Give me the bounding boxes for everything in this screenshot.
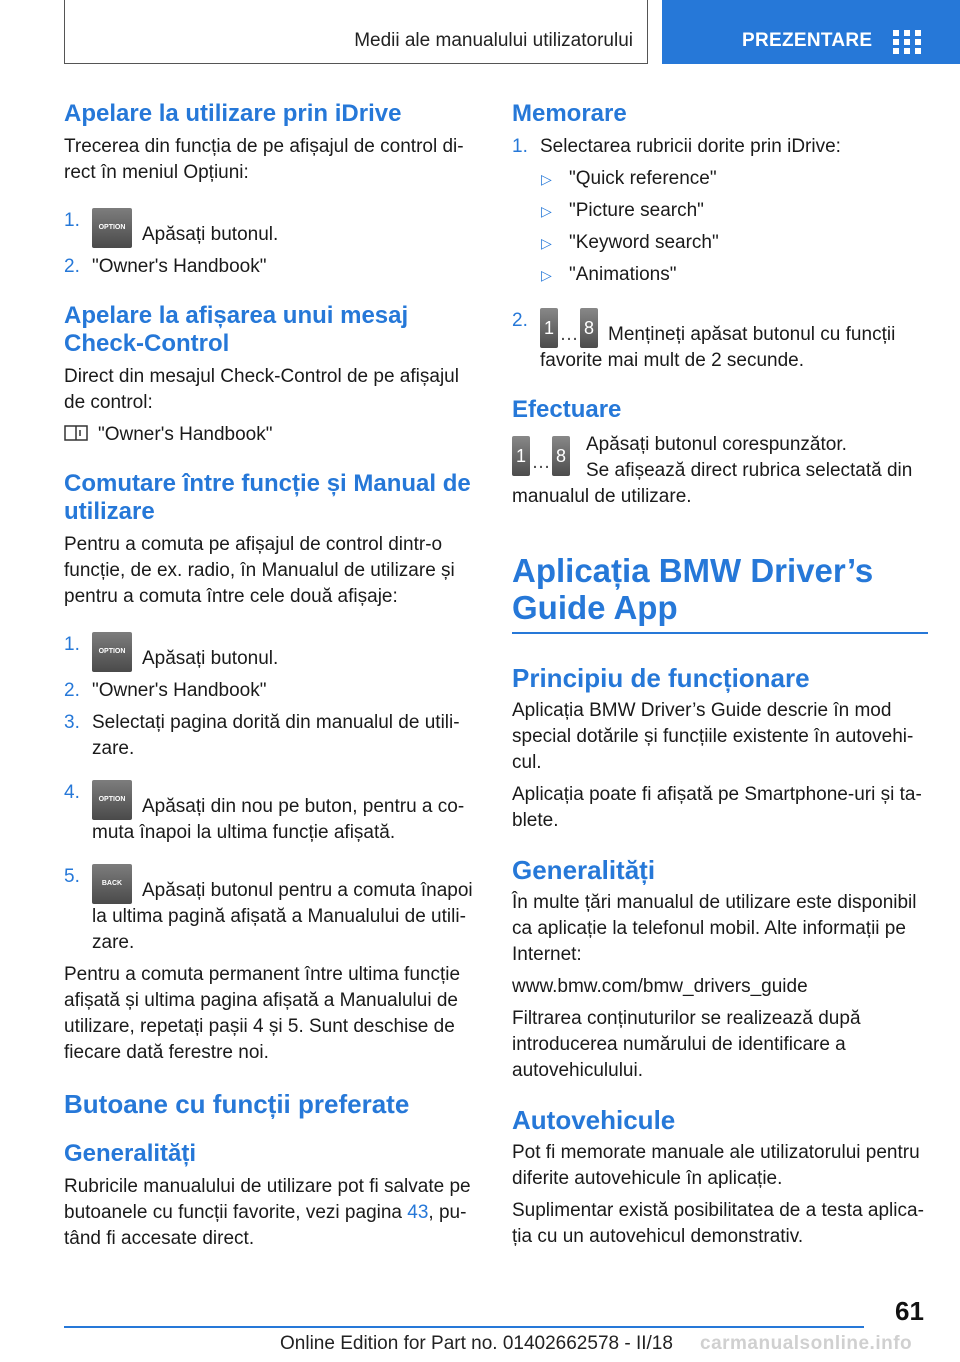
heading-switch: Comutare între funcție și Manual de utilizare [64, 470, 471, 525]
step-number: 1. [512, 136, 528, 157]
back-button-icon: BACK [92, 864, 132, 904]
step-number: 2. [64, 680, 80, 701]
heading-execute: Efectuare [512, 396, 622, 423]
bullet-item [512, 166, 928, 192]
heading-general-2: Generalități [512, 855, 656, 885]
list-item [512, 134, 928, 160]
text: Rubricile manualului de utilizare pot fi salvate pe butoanele cu funcții favorite, vezi pagina [64, 1176, 471, 1223]
step-number: 1. [64, 634, 80, 655]
step-text: Apăsați din nou pe buton, pentru a comuta înapoi la ultima funcție afișată. [92, 796, 465, 843]
section-rule [512, 632, 928, 634]
heading-app: Aplicația BMW Driver’s Guide App [512, 552, 874, 626]
paragraph: Direct din mesajul Check-Control de pe afișajul de control: [64, 366, 459, 413]
step-number: 1. [64, 210, 80, 231]
paragraph [64, 1174, 479, 1252]
ellipsis: … [559, 324, 579, 345]
option-button-icon: OPTION [92, 780, 132, 820]
list-item [64, 208, 479, 248]
option-button-icon: OPTION [92, 208, 132, 248]
footer-rule [64, 1326, 864, 1328]
header-section-tab[interactable] [662, 0, 960, 64]
bullet-item [512, 230, 928, 256]
list-item [64, 632, 479, 672]
step-number: 2. [512, 310, 528, 331]
favorite-button-1-icon: 1 [540, 308, 558, 348]
step-text: Selectați pagina dorită din manualul de utilizare. [92, 712, 460, 759]
bullet-triangle-icon: ▷ [541, 267, 552, 283]
list-item [64, 678, 479, 704]
text: , putând fi accesate direct. [64, 1202, 467, 1249]
heading-memorize: Memorare [512, 100, 627, 127]
favorite-buttons-icon [512, 436, 570, 476]
paragraph: Pot fi memorate manuale ale utilizatorului pentru diferite autovehicule în aplicație. [512, 1142, 920, 1189]
bullet-text: "Quick reference" [569, 168, 717, 189]
bullet-text: "Animations" [569, 264, 677, 285]
heading-idrive: Apelare la utilizare prin iDrive [64, 100, 402, 127]
bullet-triangle-icon: ▷ [541, 203, 552, 219]
left-column [64, 100, 479, 1252]
page-number: 61 [895, 1296, 924, 1326]
option-button-icon: OPTION [92, 632, 132, 672]
bullet-triangle-icon: ▷ [541, 235, 552, 251]
watermark: carmanualsonline.info [700, 1333, 913, 1354]
step-number: 5. [64, 866, 80, 887]
list-item [64, 864, 479, 956]
list-item [64, 780, 479, 846]
paragraph: Suplimentar există posibilitatea de a testa aplicația cu un autovehicul demonstrativ. [512, 1200, 924, 1247]
heading-vehicles: Autovehicule [512, 1105, 676, 1135]
paragraph: Trecerea din funcția de pe afișajul de control direct în meniul Opțiuni: [64, 136, 464, 183]
header-section-label: PREZENTARE [742, 30, 873, 51]
right-column [512, 100, 928, 1250]
bullet-triangle-icon: ▷ [541, 171, 552, 187]
heading-favorites: Butoane cu funcții preferate [64, 1089, 410, 1119]
paragraph: Pentru a comuta permanent între ultima funcție afișată și ultima pagina afișată a Manualului de utilizare, repetați pașii 4 și 5. Sunt deschise de fiecare dată ferestre noi. [64, 964, 461, 1063]
header-title: Medii ale manualului utilizatorului [354, 30, 633, 51]
bullet-text: "Picture search" [569, 200, 704, 221]
heading-check-control: Apelare la afișarea unui mesaj Check-Control [64, 302, 409, 357]
step-number: 4. [64, 782, 80, 803]
paragraph: Pentru a comuta pe afișajul de control dintr-o funcție, de ex. radio, în Manualul de utilizare și pentru a comuta între cele două afișaje: [64, 534, 455, 607]
step-number: 3. [64, 712, 80, 733]
heading-principle: Principiu de funcționare [512, 663, 810, 693]
ellipsis: … [531, 452, 551, 473]
header-left-box [64, 0, 648, 64]
page-link[interactable]: 43 [407, 1202, 429, 1223]
paragraph: Filtrarea conținuturilor se realizează după introducerea numărului de identificare a autovehiculului. [512, 1008, 861, 1081]
paragraph: Aplicația BMW Driver’s Guide descrie în mod special dotările și funcțiile existente în autovehicul. [512, 700, 914, 773]
step-text: Apăsați butonul. [142, 648, 279, 669]
execute-text-1: Apăsați butonul corespunzător. [586, 434, 847, 455]
cc-item-text: "Owner's Handbook" [98, 424, 273, 445]
step-text: Selectarea rubricii dorite prin iDrive: [540, 136, 841, 157]
bullet-text: "Keyword search" [569, 232, 719, 253]
favorite-button-8-icon: 8 [580, 308, 598, 348]
execute-text-2: Se afișează direct rubrica selectată din manualul de utilizare. [512, 460, 913, 507]
step-text: Mențineți apăsat butonul cu funcții favorite mai mult de 2 secunde. [540, 324, 896, 371]
bullet-item [512, 262, 928, 288]
step-text: Apăsați butonul. [142, 224, 279, 245]
url-text: www.bmw.com/bmw_drivers_guide [512, 976, 808, 997]
manual-book-icon [64, 424, 88, 442]
cc-item [64, 422, 479, 448]
step-text: Apăsați butonul pentru a comuta înapoi la ultima pagină afișată a Manualului de utilizare. [92, 880, 473, 953]
step-number: 2. [64, 256, 80, 277]
list-item [512, 308, 928, 374]
execute-block [512, 432, 928, 484]
paragraph: Aplicația poate fi afișată pe Smartphone-uri și tablete. [512, 784, 922, 831]
step-text: "Owner's Handbook" [92, 680, 267, 701]
list-item [64, 254, 479, 280]
paragraph: În multe țări manualul de utilizare este disponibil ca aplicație la telefonul mobil. Alte informații pe Internet: [512, 892, 917, 965]
list-item [64, 710, 479, 762]
footer-edition: Online Edition for Part no. 01402662578 - II/18 [280, 1333, 673, 1354]
bullet-item [512, 198, 928, 224]
step-text: "Owner's Handbook" [92, 256, 267, 277]
favorite-button-1-icon: 1 [512, 436, 530, 476]
favorite-button-8-icon: 8 [552, 436, 570, 476]
grid-menu-icon[interactable] [893, 30, 921, 54]
heading-general: Generalități [64, 1140, 197, 1167]
